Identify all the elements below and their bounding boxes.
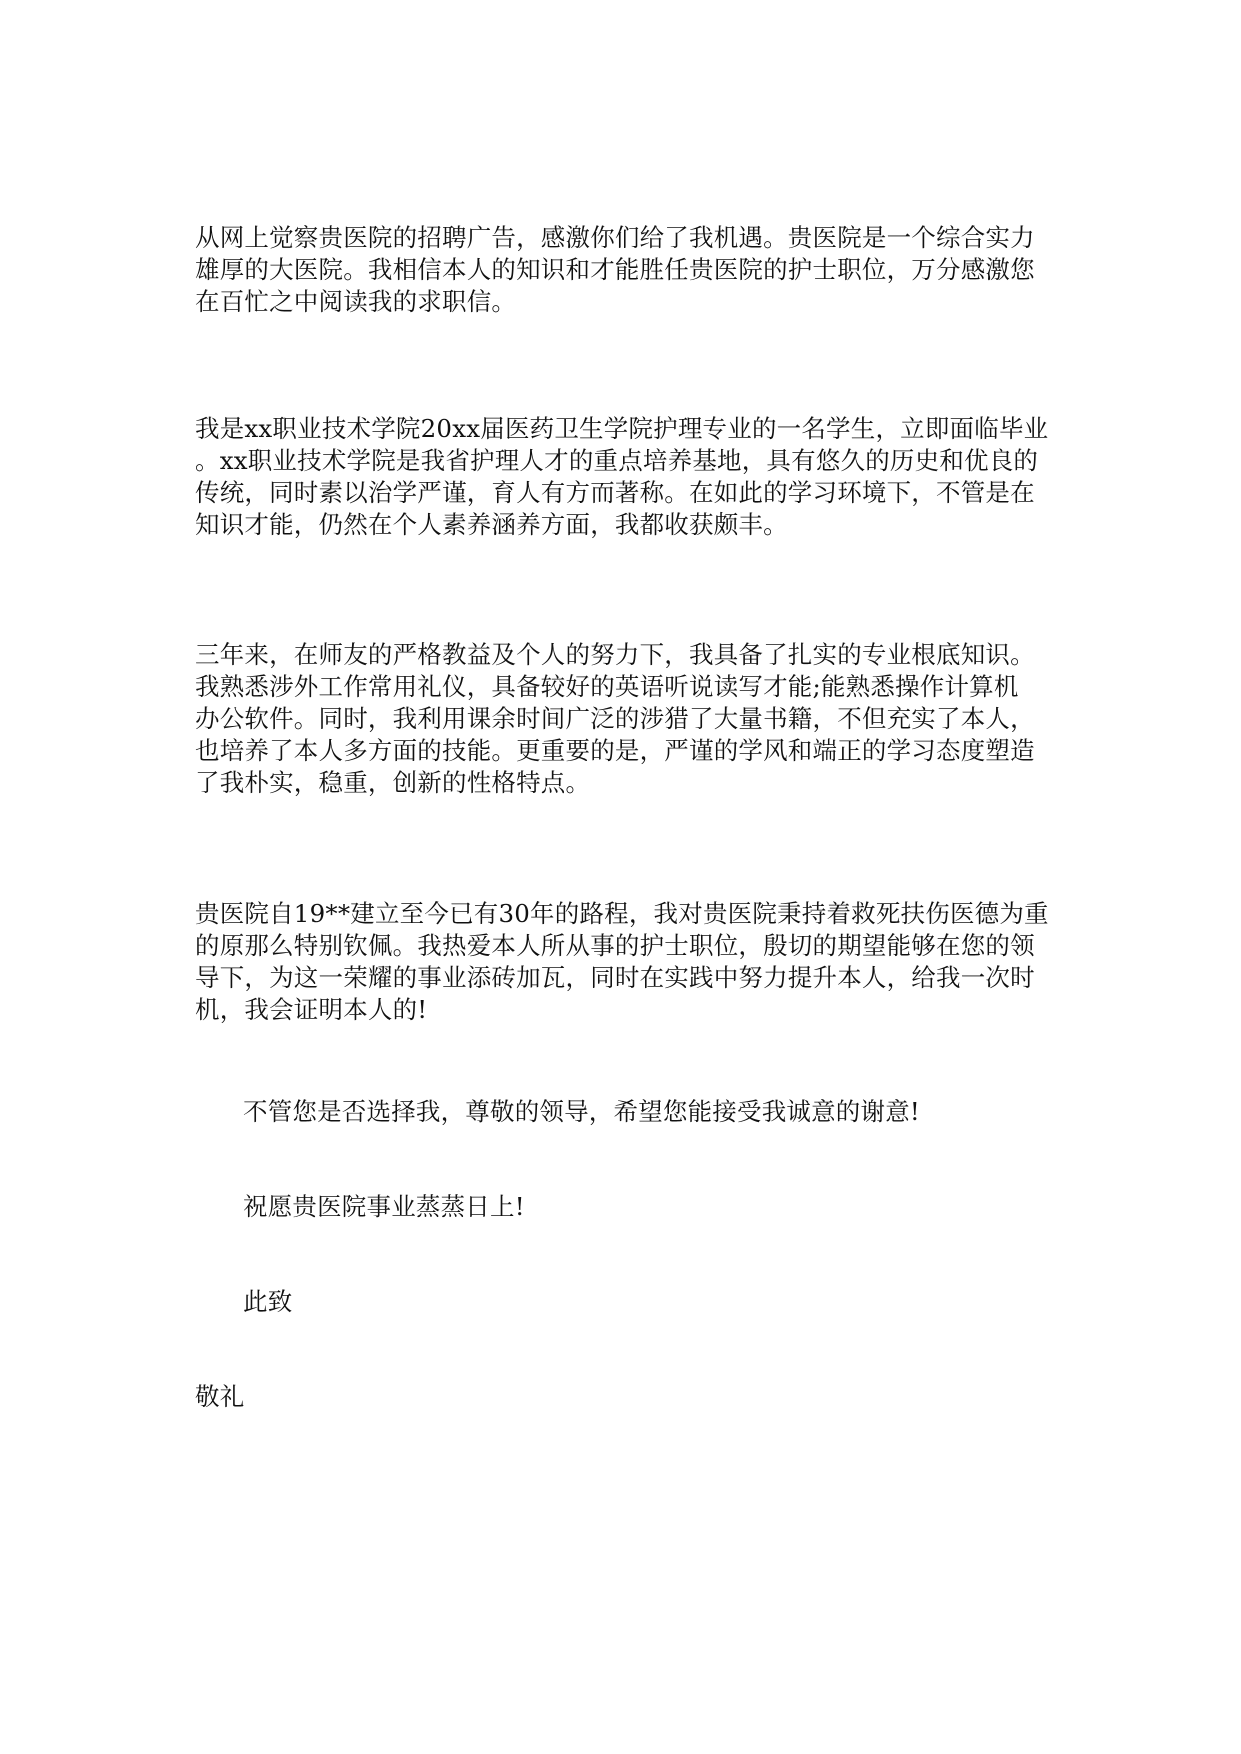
paragraph-wishes: [243, 1191, 1103, 1223]
text-line: 了我朴实，稳重，创新的性格特点。: [195, 768, 591, 797]
text-line: 我熟悉涉外工作常用礼仪，具备较好的英语听说读写才能;能熟悉操作计算机: [195, 672, 1019, 701]
text-line: 我是xx职业技术学院20xx届医药卫生学院护理专业的一名学生，立即面临毕业: [195, 414, 1049, 443]
paragraph-intro: [195, 222, 1055, 318]
text-line: 机，我会证明本人的!: [195, 995, 428, 1024]
text-line: 知识才能，仍然在个人素养涵养方面，我都收获颇丰。: [195, 510, 788, 539]
text-line: 不管您是否选择我，尊敬的领导，希望您能接受我诚意的谢意!: [243, 1097, 920, 1126]
text-line: 也培养了本人多方面的技能。更重要的是，严谨的学风和端正的学习态度塑造: [195, 736, 1035, 765]
closing-salutation: [243, 1286, 1103, 1318]
text-line: 此致: [243, 1287, 293, 1316]
text-line: 导下，为这一荣耀的事业添砖加瓦，同时在实践中努力提升本人，给我一次时: [195, 963, 1035, 992]
text-line: 贵医院自19**建立至今已有30年的路程，我对贵医院秉持着救死扶伤医德为重: [195, 899, 1049, 928]
paragraph-education: [195, 413, 1055, 541]
text-line: 在百忙之中阅读我的求职信。: [195, 287, 517, 316]
text-line: 。xx职业技术学院是我省护理人才的重点培养基地，具有悠久的历史和优良的: [195, 446, 1039, 475]
paragraph-thanks: [243, 1096, 1103, 1128]
text-line: 雄厚的大医院。我相信本人的知识和才能胜任贵医院的护士职位，万分感激您: [195, 255, 1035, 284]
closing-regards: [195, 1381, 1055, 1413]
text-line: 从网上觉察贵医院的招聘广告，感激你们给了我机遇。贵医院是一个综合实力: [195, 223, 1035, 252]
paragraph-skills: [195, 639, 1055, 799]
text-line: 敬礼: [195, 1382, 245, 1411]
text-line: 三年来，在师友的严格教益及个人的努力下，我具备了扎实的专业根底知识。: [195, 640, 1035, 669]
paragraph-hospital: [195, 898, 1055, 1026]
text-line: 传统，同时素以治学严谨，育人有方而著称。在如此的学习环境下，不管是在: [195, 478, 1035, 507]
text-line: 祝愿贵医院事业蒸蒸日上!: [243, 1192, 525, 1221]
text-line: 的原那么特别钦佩。我热爱本人所从事的护士职位，殷切的期望能够在您的领: [195, 931, 1035, 960]
text-line: 办公软件。同时，我利用课余时间广泛的涉猎了大量书籍，不但充实了本人，: [195, 704, 1035, 733]
